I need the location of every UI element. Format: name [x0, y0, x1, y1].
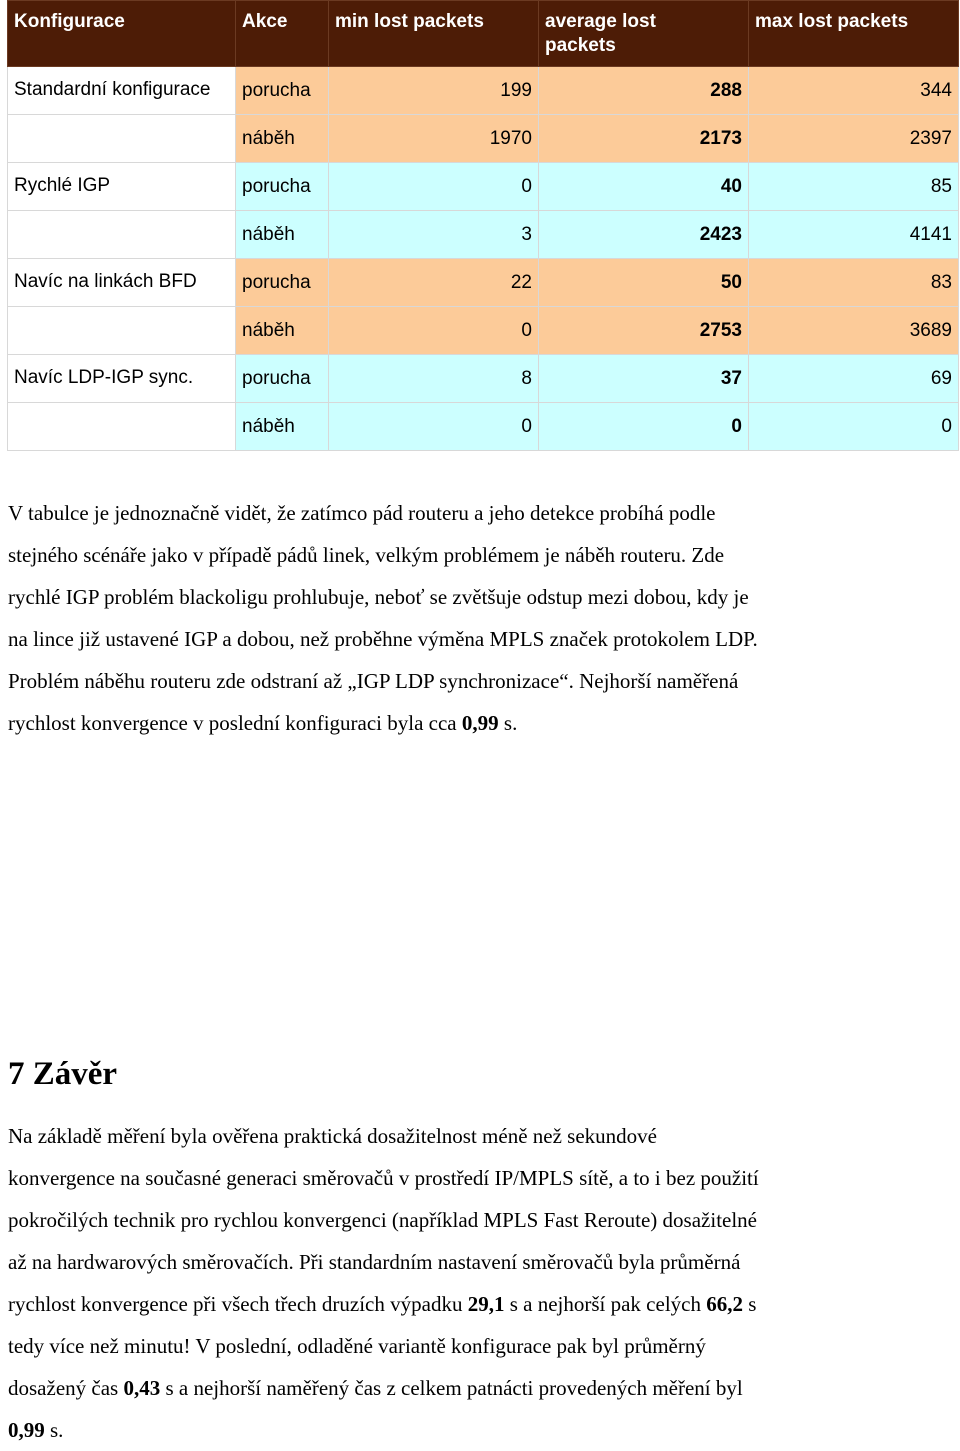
min-cell: 0	[329, 307, 539, 355]
avg-cell: 288	[539, 67, 749, 115]
header-row	[8, 1, 959, 67]
text-line: tedy více než minutu! V poslední, odladěné variantě konfigurace pak byl průměrný	[8, 1334, 706, 1358]
min-cell: 199	[329, 67, 539, 115]
section-heading: 7 Závěr	[8, 1056, 118, 1092]
config-cell-empty	[8, 115, 236, 163]
config-cell: Navíc LDP-IGP sync.	[8, 355, 236, 403]
text-line: rychlost konvergence v poslední konfiguraci byla cca 0,99 s.	[8, 711, 518, 735]
header-action: Akce	[236, 1, 329, 67]
text-line: dosažený čas 0,43 s a nejhorší naměřený čas z celkem patnácti provedených měření byl	[8, 1376, 743, 1400]
avg-cell: 40	[539, 163, 749, 211]
header-average: average lost packets	[539, 1, 749, 67]
config-cell-empty	[8, 211, 236, 259]
action-cell: porucha	[236, 163, 329, 211]
action-cell: náběh	[236, 307, 329, 355]
avg-cell: 50	[539, 259, 749, 307]
avg-cell: 0	[539, 403, 749, 451]
action-cell: náběh	[236, 115, 329, 163]
config-cell: Standardní konfigurace	[8, 67, 236, 115]
text-line: Na základě měření byla ověřena praktická dosažitelnost méně než sekundové	[8, 1124, 657, 1148]
table-row	[8, 355, 959, 403]
config-cell-empty	[8, 403, 236, 451]
max-cell: 69	[749, 355, 959, 403]
table-row	[8, 67, 959, 115]
max-cell: 4141	[749, 211, 959, 259]
text-line: 0,99 s.	[8, 1418, 64, 1442]
bold-value: 29,1	[467, 1292, 505, 1316]
text-line: stejného scénáře jako v případě pádů linek, velkým problémem je náběh routeru. Zde	[8, 543, 725, 567]
text-line: rychlost konvergence při všech třech druzích výpadku 29,1 s a nejhorší pak celých 66,2 s	[8, 1292, 757, 1316]
avg-cell: 2173	[539, 115, 749, 163]
conclusion-paragraph	[8, 1115, 948, 1451]
header-config: Konfigurace	[8, 1, 236, 67]
action-cell: náběh	[236, 403, 329, 451]
min-cell: 3	[329, 211, 539, 259]
bold-value: 0,99	[461, 711, 499, 735]
min-cell: 1970	[329, 115, 539, 163]
action-cell: porucha	[236, 67, 329, 115]
action-cell: náběh	[236, 211, 329, 259]
max-cell: 2397	[749, 115, 959, 163]
text-line: na lince již ustavené IGP a dobou, než proběhne výměna MPLS značek protokolem LDP.	[8, 627, 758, 651]
text-line: V tabulce je jednoznačně vidět, že zatímco pád routeru a jeho detekce probíhá podle	[8, 501, 716, 525]
bold-value: 0,99	[8, 1418, 45, 1442]
avg-cell: 2753	[539, 307, 749, 355]
min-cell: 0	[329, 403, 539, 451]
text-line: Problém náběhu routeru zde odstraní až „IGP LDP synchronizace“. Nejhorší naměřená	[8, 669, 739, 693]
table-row	[8, 163, 959, 211]
config-cell: Navíc na linkách BFD	[8, 259, 236, 307]
text-line: až na hardwarových směrovačích. Při standardním nastavení směrovačů byla průměrná	[8, 1250, 741, 1274]
table-row	[8, 115, 959, 163]
min-cell: 0	[329, 163, 539, 211]
max-cell: 83	[749, 259, 959, 307]
action-cell: porucha	[236, 259, 329, 307]
table-row	[8, 259, 959, 307]
min-cell: 22	[329, 259, 539, 307]
results-table	[7, 0, 959, 451]
table-row	[8, 307, 959, 355]
table-row	[8, 211, 959, 259]
avg-cell: 2423	[539, 211, 749, 259]
max-cell: 0	[749, 403, 959, 451]
max-cell: 344	[749, 67, 959, 115]
config-cell: Rychlé IGP	[8, 163, 236, 211]
bold-value: 66,2	[706, 1292, 743, 1316]
header-min: min lost packets	[329, 1, 539, 67]
table-header	[8, 1, 959, 67]
results-paragraph	[8, 492, 948, 744]
max-cell: 85	[749, 163, 959, 211]
avg-cell: 37	[539, 355, 749, 403]
text-line: pokročilých technik pro rychlou konvergenci (například MPLS Fast Reroute) dosažitelné	[8, 1208, 758, 1232]
table-row	[8, 403, 959, 451]
config-cell-empty	[8, 307, 236, 355]
min-cell: 8	[329, 355, 539, 403]
header-max: max lost packets	[749, 1, 959, 67]
action-cell: porucha	[236, 355, 329, 403]
text-line: rychlé IGP problém blackoligu prohlubuje, neboť se zvětšuje odstup mezi dobou, kdy je	[8, 585, 749, 609]
max-cell: 3689	[749, 307, 959, 355]
text-line: konvergence na současné generaci směrovačů v prostředí IP/MPLS sítě, a to i bez použití	[8, 1166, 759, 1190]
bold-value: 0,43	[123, 1376, 161, 1400]
